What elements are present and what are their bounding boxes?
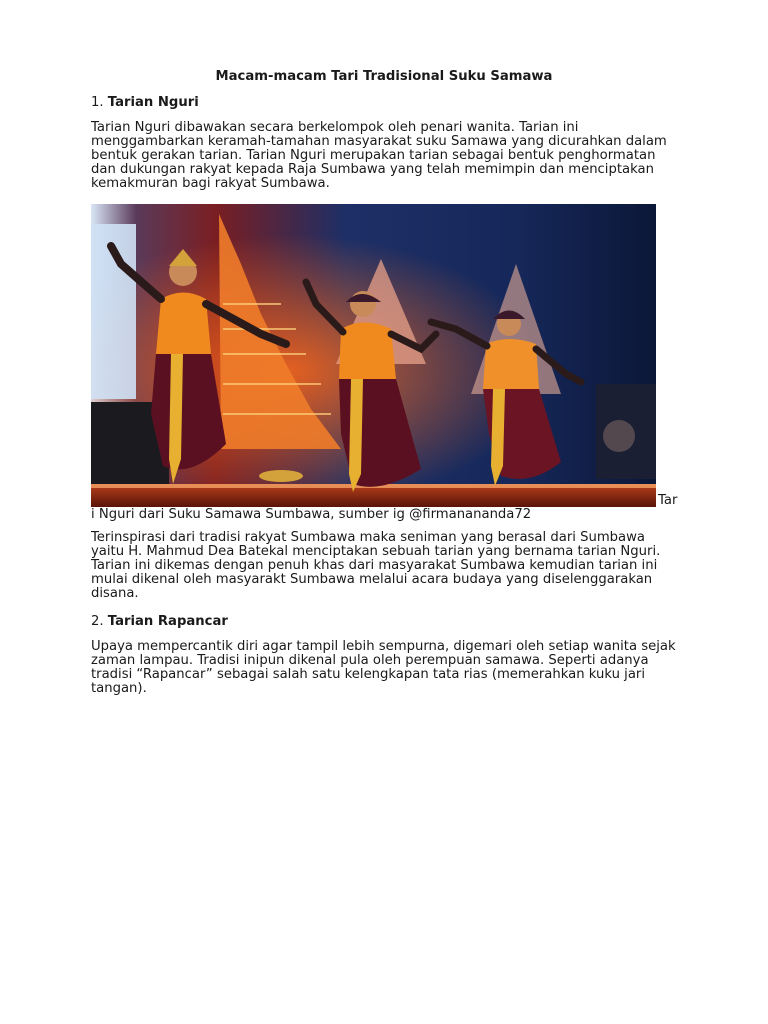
figure-row: [91, 204, 677, 508]
section-title: Tarian Rapancar: [107, 614, 228, 629]
paragraph-tarian-nguri-intro: Tarian Nguri dibawakan secara berkelompok oleh penari wanita. Tarian ini menggambarkan keramah-tamahan masyarakat suku Samawa yang dicurahkan dalam bentuk gerakan tarian. Tarian Nguri merupakan tarian sebagai bentuk penghormatan dan dukungan rakyat kepada Raja Sumbawa yang telah memimpin dan menciptakan kemakmuran bagi rakyat Sumbawa.: [91, 120, 667, 191]
document-page: [91, 68, 677, 709]
section-heading-tarian-nguri: [91, 95, 677, 111]
paragraph-tarian-rapancar: Upaya mempercantik diri agar tampil lebih sempurna, digemari oleh setiap wanita sejak zaman lampau. Tradisi inipun dikenal pula oleh perempuan samawa. Seperti adanya tradisi “Rapancar” sebagai salah satu kelengkapan tata rias (memerahkan kuku jari tangan).: [91, 639, 676, 696]
section-heading-tarian-rapancar: [91, 614, 677, 630]
document-title: Macam-macam Tari Tradisional Suku Samawa: [215, 69, 553, 84]
image-caption: i Nguri dari Suku Samawa Sumbawa, sumber ig @firmanananda72: [91, 507, 532, 522]
paragraph-tarian-nguri-origin: Terinspirasi dari tradisi rakyat Sumbawa maka seniman yang berasal dari Sumbawa yaitu H. Mahmud Dea Batekal menciptakan sebuah tarian yang bernama tarian Nguri. Tarian ini dikemas dengan penuh khas dari masyarakat Sumbawa kemudian tarian ini mulai dikenal oleh masyarakt Sumbawa melalui acara budaya yang diselenggarakan disana.: [91, 530, 661, 601]
section-number: 2.: [91, 614, 104, 629]
section-title: Tarian Nguri: [107, 95, 199, 110]
dance-performance-photo: [91, 204, 656, 507]
section-number: 1.: [91, 95, 104, 110]
image-caption-start: Tar: [658, 493, 678, 508]
